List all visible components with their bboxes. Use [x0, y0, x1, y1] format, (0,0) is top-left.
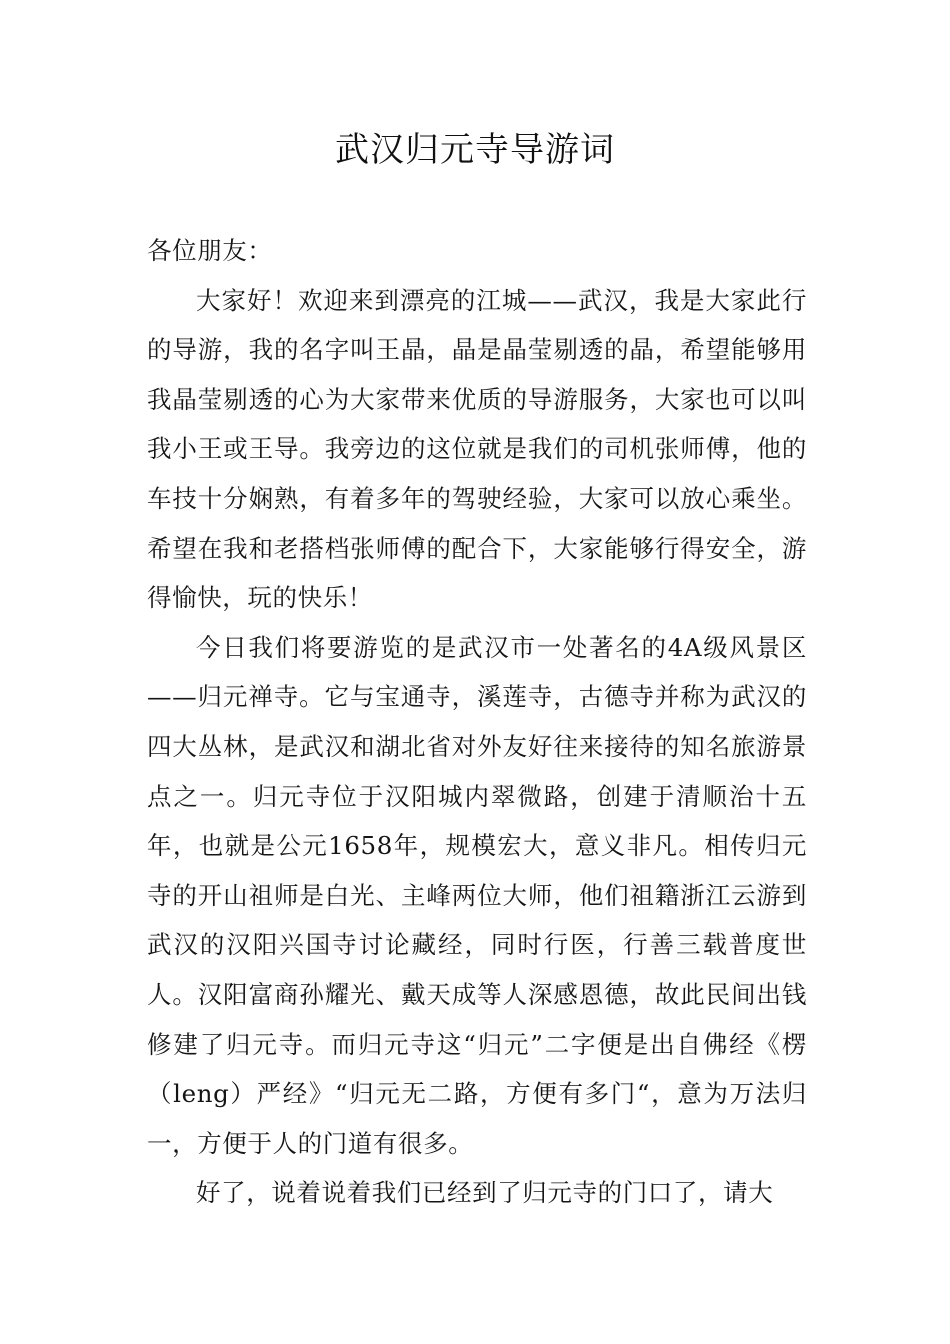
- paragraph-arrival: 好了，说着说着我们已经到了归元寺的门口了，请大: [196, 1178, 774, 1208]
- document-title: 武汉归元寺导游词: [335, 130, 615, 170]
- document-body: [147, 226, 807, 1218]
- paragraph-temple-history: 今日我们将要游览的是武汉市一处著名的4A级风景区——归元禅寺。它与宝通寺，溪莲寺，古德寺并称为武汉的四大丛林，是武汉和湖北省对外友好往来接待的知名旅游景点之一。归元寺位于汉阳城内翠微路，创建于清顺治十五年，也就是公元1658年，规模宏大，意义非凡。相传归元寺的开山祖师是白光、主峰两位大师，他们祖籍浙江云游到武汉的汉阳兴国寺讨论藏经，同时行医，行善三载普度世人。汉阳富商孙耀光、戴天成等人深感恩德，故此民间出钱修建了归元寺。而归元寺这“归元”二字便是出自佛经《楞（leng）严经》“归元无二路，方便有多门“，意为万法归一，方便于人的门道有很多。: [147, 632, 807, 1158]
- paragraph-welcome: 大家好！欢迎来到漂亮的江城——武汉，我是大家此行的导游，我的名字叫王晶，晶是晶莹剔透的晶，希望能够用我晶莹剔透的心为大家带来优质的导游服务，大家也可以叫我小王或王导。我旁边的这位就是我们的司机张师傅，他的车技十分娴熟，有着多年的驾驶经验，大家可以放心乘坐。希望在我和老搭档张师傅的配合下，大家能够行得安全，游得愉快，玩的快乐！: [147, 285, 807, 613]
- greeting-line: 各位朋友：: [147, 236, 273, 265]
